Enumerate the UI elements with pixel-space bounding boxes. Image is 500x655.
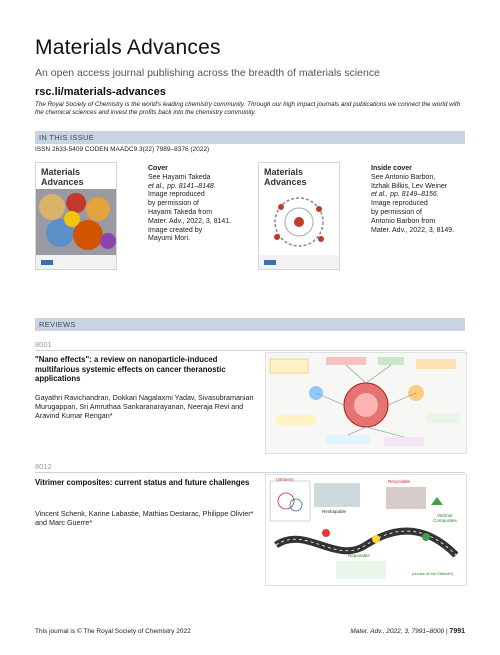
article-divider — [35, 472, 465, 473]
vitrimer-figure — [266, 475, 466, 585]
footer-citation-text: Mater. Adv., 2022, 3, 7991–8000 | — [350, 628, 448, 635]
article-title[interactable]: Vitrimer composites: current status and future challenges — [35, 478, 250, 487]
inside-cover-caption: Inside cover See Antonio Barbon, Itzhak Bilkis, Lev Weiner et al., pp. 8149–8156. Image reproduced by permission of Antonio Barbon from Mater. Adv., 2022, 3, 8149. — [371, 165, 455, 234]
rsc-logo-icon — [41, 260, 53, 265]
footer-citation — [350, 628, 465, 635]
reviews-bar — [35, 318, 465, 331]
cover-journal-title: Materials Advances — [264, 167, 307, 187]
inside-cover-image[interactable] — [258, 162, 340, 270]
journal-url[interactable]: rsc.li/materials-advances — [35, 86, 166, 98]
footer-copyright: This journal is © The Royal Society of Chemistry 2022 — [35, 628, 191, 635]
journal-tagline: An open access journal publishing across the breadth of materials science — [35, 67, 380, 79]
ga-label: Recyclable — [388, 479, 411, 484]
article-page-number: 8001 — [35, 340, 52, 349]
cover-journal-title: Materials Advances — [41, 167, 84, 187]
journal-title: Materials Advances — [35, 36, 221, 59]
reviews-label: REVIEWS — [39, 320, 76, 329]
footer-page-number: 7991 — [449, 628, 465, 635]
front-cover-caption: Cover See Hayami Takeda et al., pp. 8141–8148. Image reproduced by permission of Hayami Takeda from Mater. Adv., 2022, 3, 8141. Image created by Mayumi Mori. — [148, 165, 232, 243]
ga-label: Vitrimer Composites — [433, 513, 457, 523]
article-authors: Vincent Schenk, Karine Labastie, Mathias Destarac, Philippe Olivier* and Marc Guerre* — [35, 509, 254, 528]
ga-label: Repairable — [348, 553, 370, 558]
article-page-number: 8012 — [35, 462, 52, 471]
front-cover-image[interactable] — [35, 162, 117, 270]
rsc-logo-icon — [264, 260, 276, 265]
article-authors: Gayathri Ravichandran, Dokkari Nagalaxmi Yadav, Sivasubramanian Murugappan, Sri Amruthaa Sankaranarayanan, Neeraja Revi and Aravind Kumar Rengan* — [35, 393, 254, 421]
ga-label: Reshapable — [322, 509, 347, 514]
graphical-abstract-vitrimer[interactable] — [265, 474, 467, 586]
inside-cover-artwork — [259, 189, 339, 255]
cover-artwork — [36, 189, 116, 255]
rsc-about-text: The Royal Society of Chemistry is the world's leading chemistry community. Through our high impact journals and publications we connect the world with the chemical sciences and invest the profits back into the chemistry community. — [35, 101, 461, 117]
article-divider — [35, 350, 465, 351]
in-this-issue-label: IN THIS ISSUE — [39, 133, 95, 142]
ga-label: (choice of the Vitrimer!) — [412, 571, 454, 576]
article-title[interactable]: "Nano effects": a review on nanoparticle-induced multifarious systemic effects on cancer theranostic applications — [35, 355, 226, 384]
in-this-issue-bar — [35, 131, 465, 144]
issn-line: ISSN 2633-5409 CODEN MAADC9 3(22) 7989–8376 (2022) — [35, 146, 210, 153]
graphical-abstract-nano-effects[interactable] — [265, 352, 467, 454]
ga-label: Vitrimers — [276, 477, 294, 482]
nano-effects-figure — [266, 353, 466, 453]
